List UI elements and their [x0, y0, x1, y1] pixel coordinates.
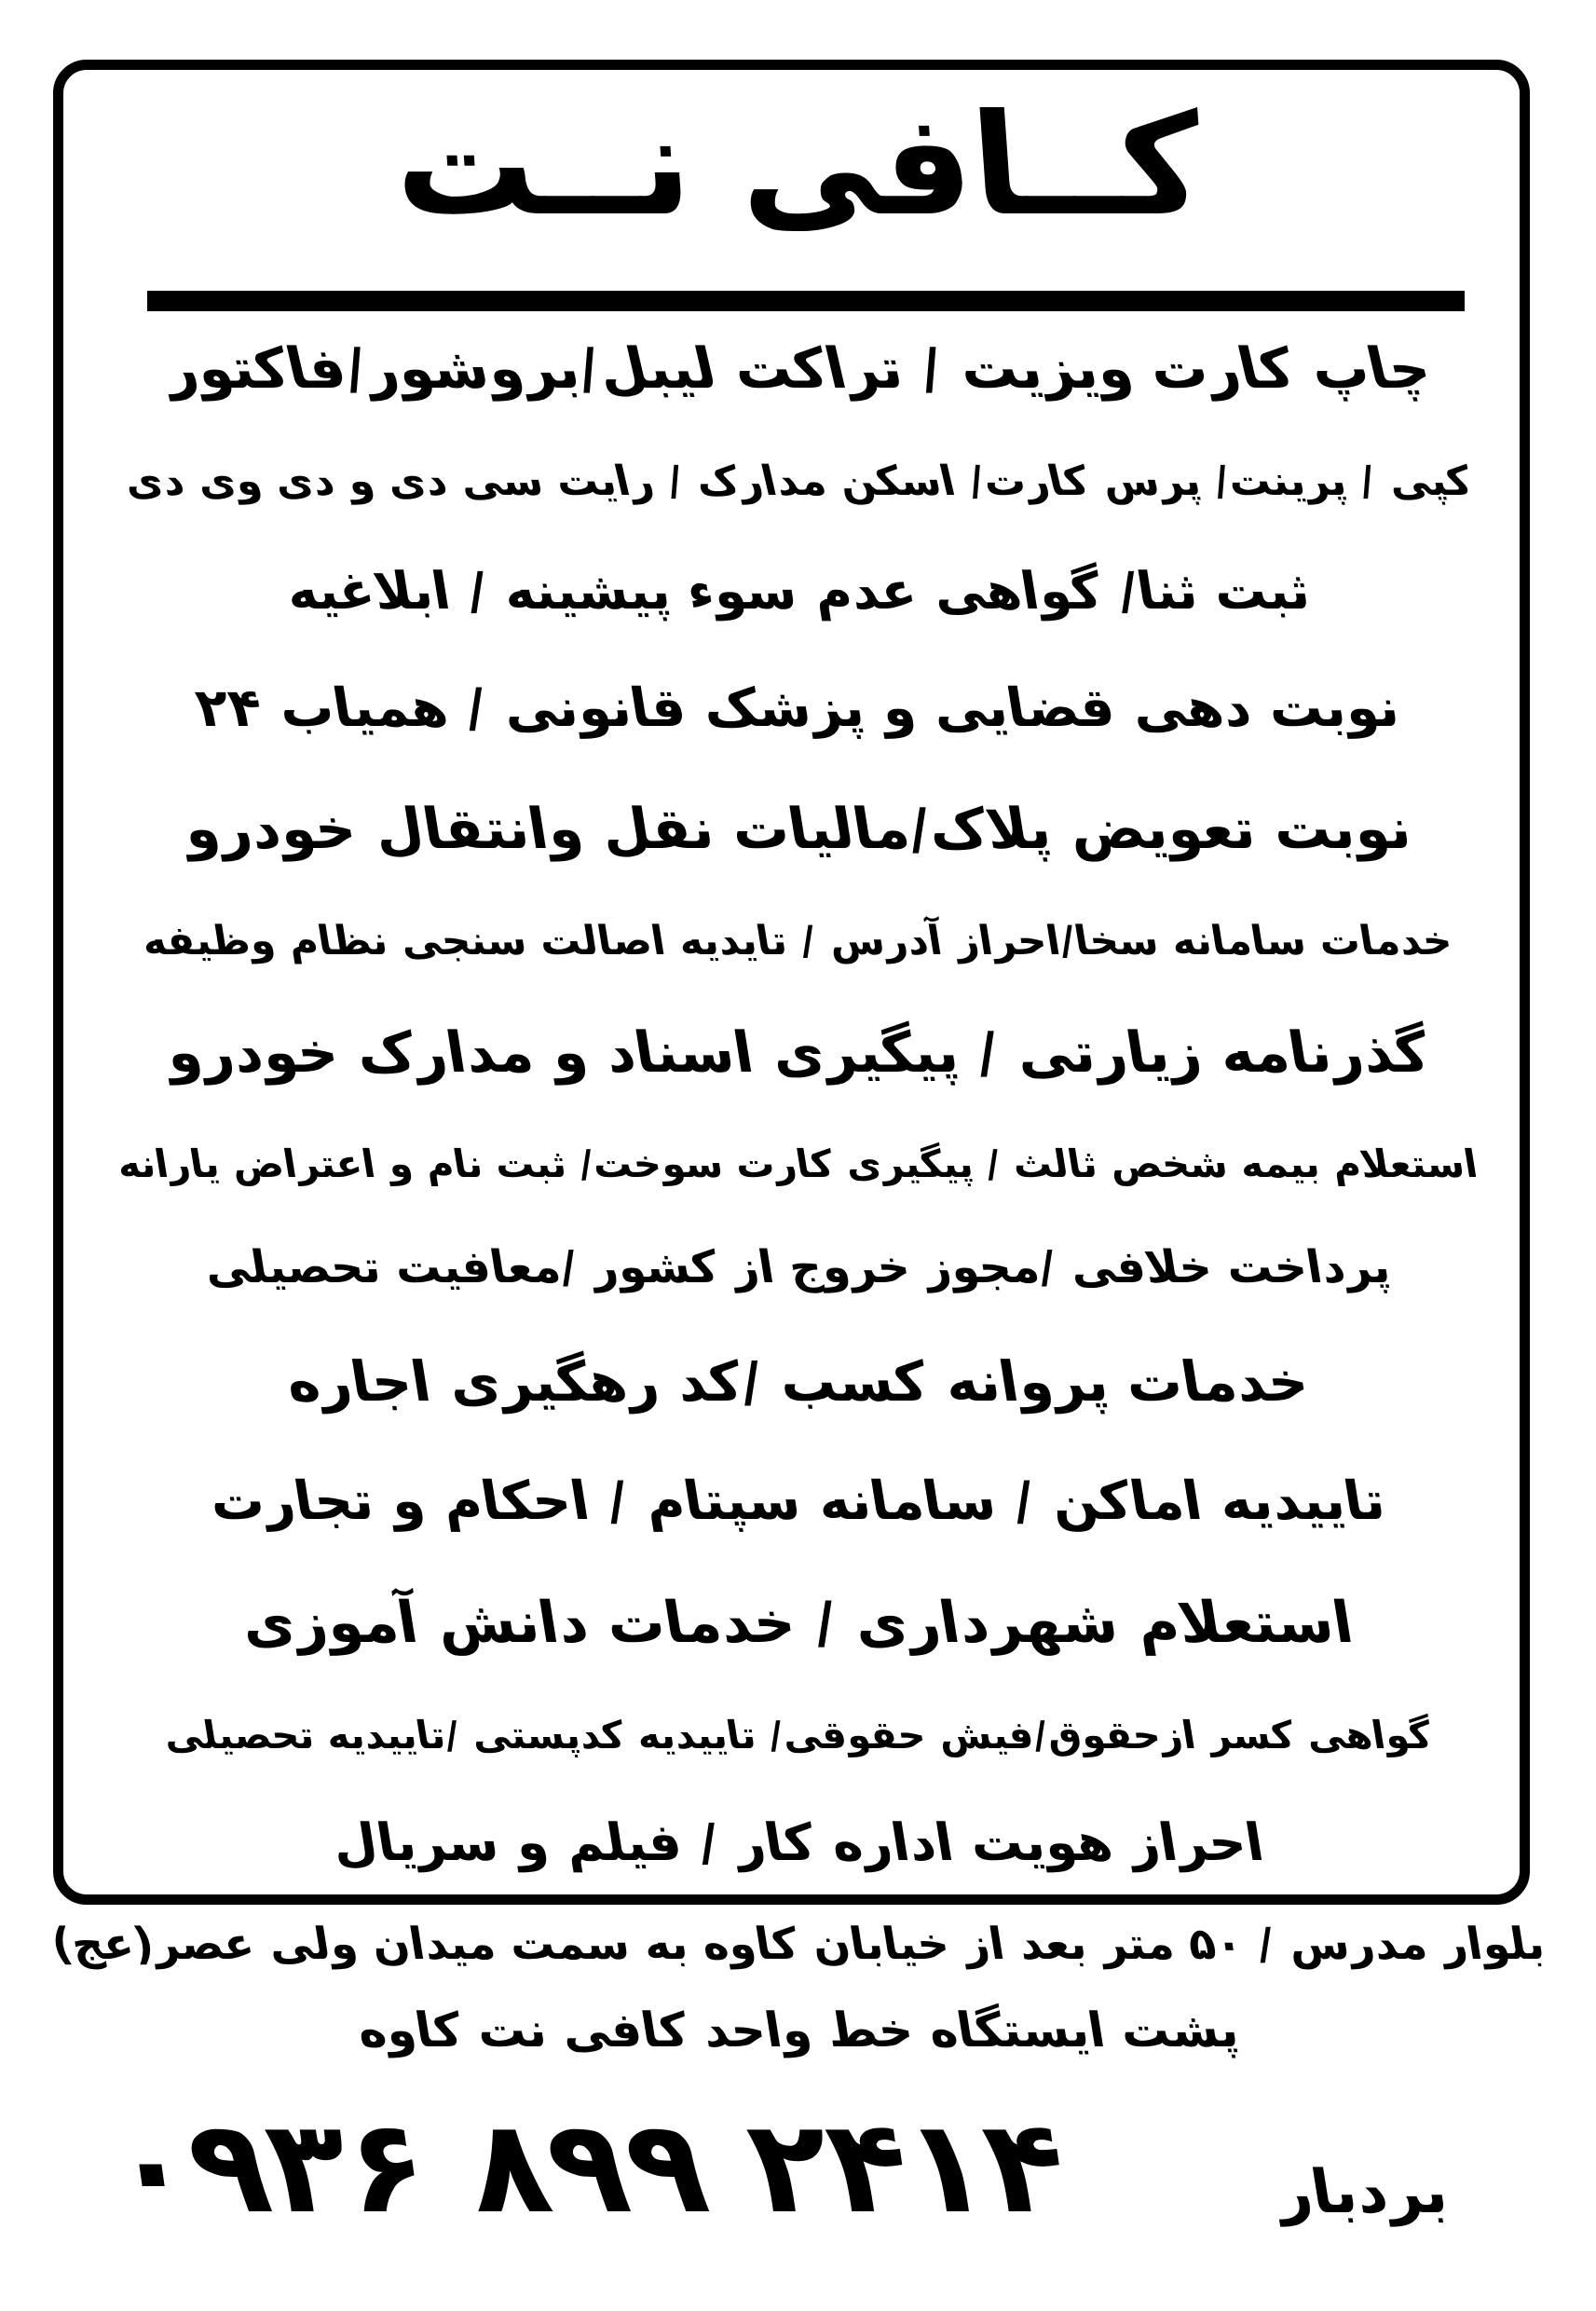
service-line: نوبت دهی قضایی و پزشک قانونی / همیاب ۲۴ — [191, 677, 1404, 740]
phone-number: ۰۹۳۶ ۸۹۹ ۲۴۱۴ — [101, 2092, 1075, 2242]
flyer-title: کــافی نــت — [389, 85, 1207, 247]
service-line: ثبت ثنا/ گواهی عدم سوء پیشینه / ابلاغیه — [281, 561, 1314, 622]
service-line: پرداخت خلافی /مجوز خروج از کشور /معافیت تحصیلی — [200, 1240, 1395, 1293]
address-line-2: پشت ایستگاه خط واحد کافی نت کاوه — [353, 2003, 1243, 2058]
title-underline-bar — [147, 291, 1465, 311]
service-line: خدمات سامانه سخا/احراز آدرس / تایدیه اصالت سنجی نظام وظیفه — [139, 918, 1456, 965]
service-line: استعلام شهرداری / خدمات دانش آموزی — [237, 1590, 1358, 1657]
service-line: چاپ کارت ویزیت / تراکت لیبل/بروشور/فاکتور — [157, 336, 1438, 402]
service-line: گذرنامه زیارتی / پیگیری اسناد و مدارک خودرو — [161, 1020, 1434, 1087]
service-line: نوبت تعویض پلاک/مالیات نقل وانتقال خودرو — [179, 797, 1416, 863]
service-line: تاییدیه اماکن / سامانه سپتام / احکام و تجارت — [205, 1470, 1389, 1533]
service-line: کپی / پرینت/ پرس کارت/ اسکن مدارک / رایت سی دی و دی وی دی — [118, 458, 1477, 506]
service-line: گواهی کسر ازحقوق/فیش حقوقی/ تاییدیه کدپستی /تاییدیه تحصیلی — [160, 1712, 1435, 1757]
service-line: خدمات پروانه کسب /کد رهگیری اجاره — [281, 1348, 1314, 1414]
contact-name: بردبار — [1272, 2158, 1453, 2227]
services-list — [58, 330, 1537, 1879]
service-line: استعلام بیمه شخص ثالث / پیگیری کارت سوخت/ ثبت نام و اعتراض یارانه — [114, 1142, 1481, 1187]
address-line-1: بلوار مدرس / ۵۰ متر بعد از خیابان کاوه به سمت میدان ولی عصر(عج) — [48, 1919, 1548, 1970]
service-line: احراز هویت اداره کار / فیلم و سریال — [327, 1812, 1268, 1872]
